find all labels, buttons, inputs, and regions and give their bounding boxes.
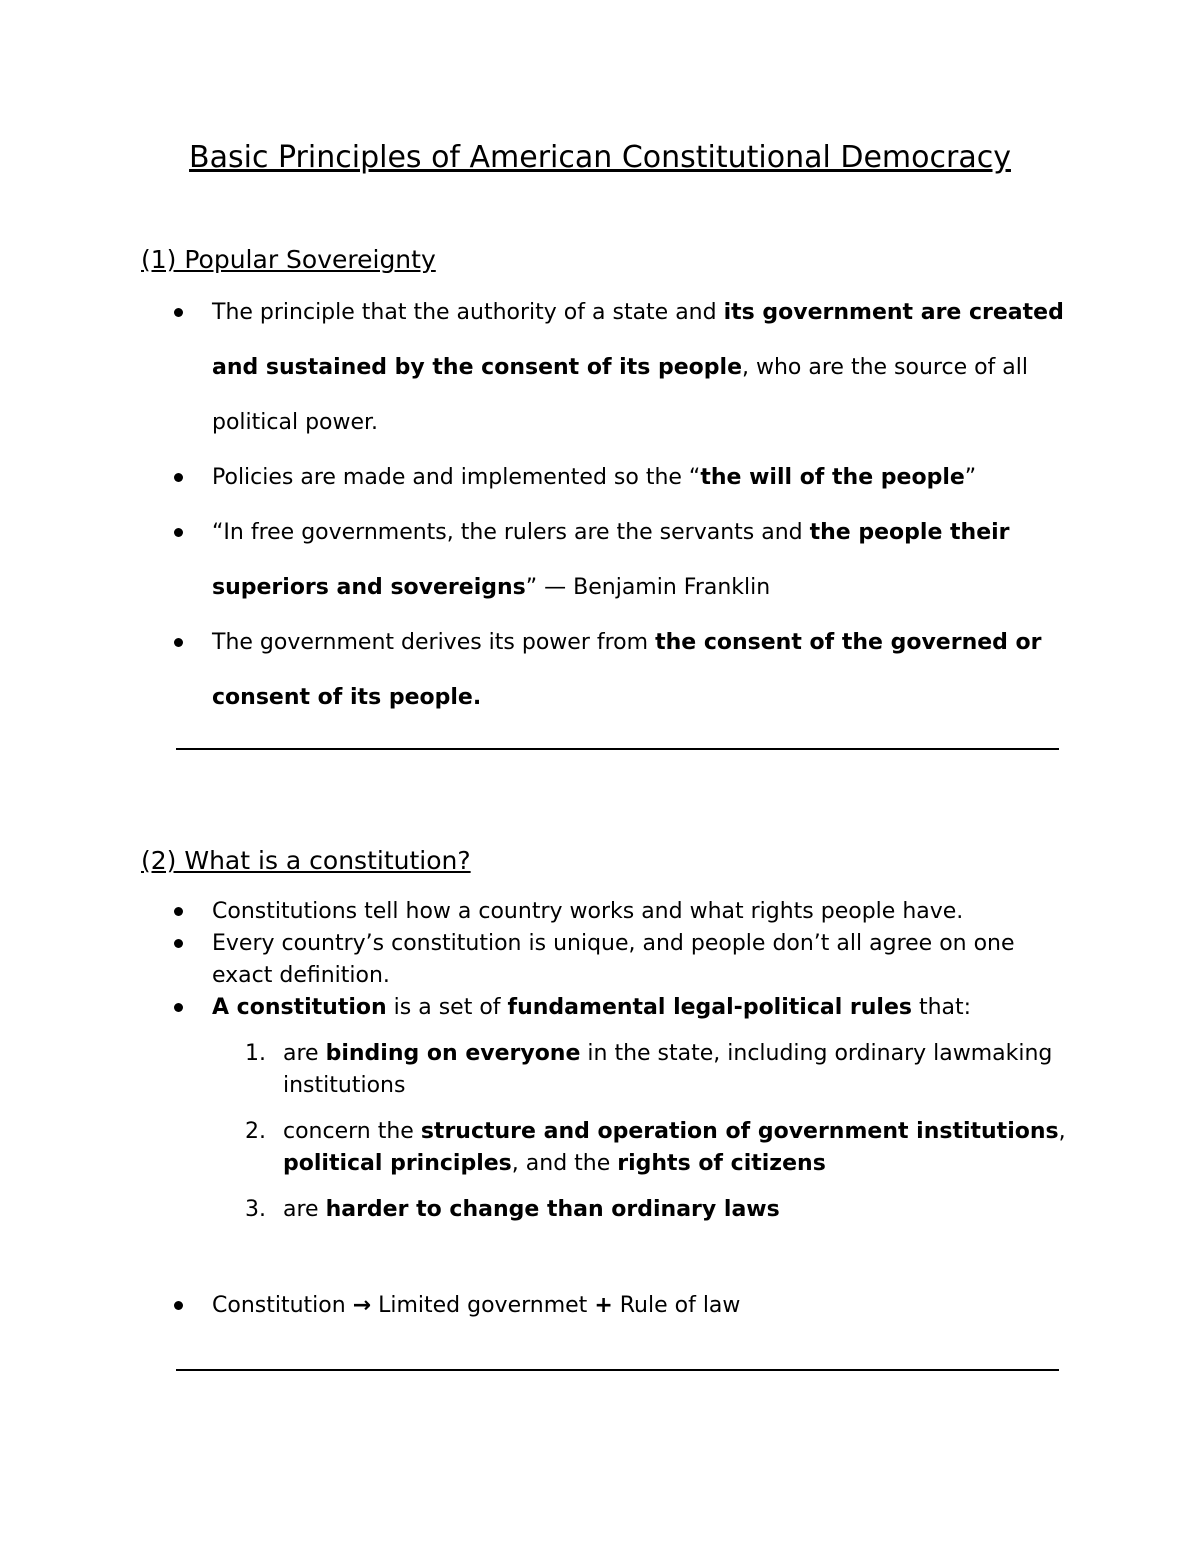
constitution-summary-list	[212, 1290, 1072, 1322]
bold-text: the will of the people	[700, 465, 965, 490]
list-item	[212, 615, 1072, 725]
bold-text: political principles	[283, 1151, 512, 1176]
text: ” — Benjamin Franklin	[525, 575, 771, 600]
list-item	[212, 285, 1072, 450]
numbered-item	[245, 1038, 1083, 1102]
bold-text: A constitution	[212, 995, 387, 1020]
text: are	[283, 1041, 326, 1066]
list-item	[212, 450, 1072, 505]
text: ,	[1058, 1119, 1066, 1144]
text: that:	[911, 995, 972, 1020]
bold-text: the people their superiors and sovereigns	[212, 520, 1010, 600]
page-title: Basic Principles of American Constitutional Democracy	[189, 140, 1011, 175]
list-item	[212, 992, 1072, 1024]
text: , who are the source of all political power.	[212, 355, 1028, 435]
bold-text: structure and operation of government institutions	[420, 1119, 1059, 1144]
numbered-item	[245, 1194, 1083, 1226]
plus-icon: +	[594, 1293, 613, 1318]
numbered-item	[245, 1116, 1083, 1180]
text: is a set of	[386, 995, 508, 1020]
text: Constitution	[212, 1293, 353, 1318]
popular-sovereignty-list	[212, 285, 1072, 725]
text: ”	[964, 465, 977, 490]
text: concern the	[283, 1119, 421, 1144]
bold-text: fundamental legal-political rules	[507, 995, 912, 1020]
text: Rule of law	[612, 1293, 741, 1318]
arrow-right-icon: →	[352, 1293, 372, 1318]
item-number: 3.	[245, 1197, 266, 1222]
bold-text: rights of citizens	[617, 1151, 826, 1176]
text: “In free governments, the rulers are the servants and	[212, 520, 810, 545]
constitution-rules-list	[245, 1038, 1083, 1240]
text: The government derives its power from	[212, 630, 656, 655]
divider	[176, 748, 1059, 750]
text: , and the	[511, 1151, 618, 1176]
bold-text: the consent of the governed or consent of its people.	[212, 630, 1042, 710]
list-item	[212, 1290, 1072, 1322]
list-item: Every country’s constitution is unique, and people don’t all agree on one exact definition.	[212, 928, 1072, 992]
list-item	[212, 505, 1072, 615]
bold-text: its government are created and sustained by the consent of its people	[212, 300, 1064, 380]
constitution-list	[212, 896, 1072, 1024]
item-number: 2.	[245, 1119, 266, 1144]
section-heading-popular-sovereignty: (1) Popular Sovereignty	[141, 245, 436, 274]
text: are	[283, 1197, 326, 1222]
bold-text: harder to change than ordinary laws	[325, 1197, 780, 1222]
section-heading-constitution: (2) What is a constitution?	[141, 846, 471, 875]
item-number: 1.	[245, 1041, 266, 1066]
bold-text: binding on everyone	[325, 1041, 581, 1066]
list-item: Constitutions tell how a country works and what rights people have.	[212, 896, 1072, 928]
text: The principle that the authority of a state and	[212, 300, 724, 325]
text: Policies are made and implemented so the “	[212, 465, 701, 490]
divider	[176, 1369, 1059, 1371]
text: Limited governmet	[371, 1293, 595, 1318]
text: in the state, including ordinary lawmaking institutions	[283, 1041, 1053, 1098]
